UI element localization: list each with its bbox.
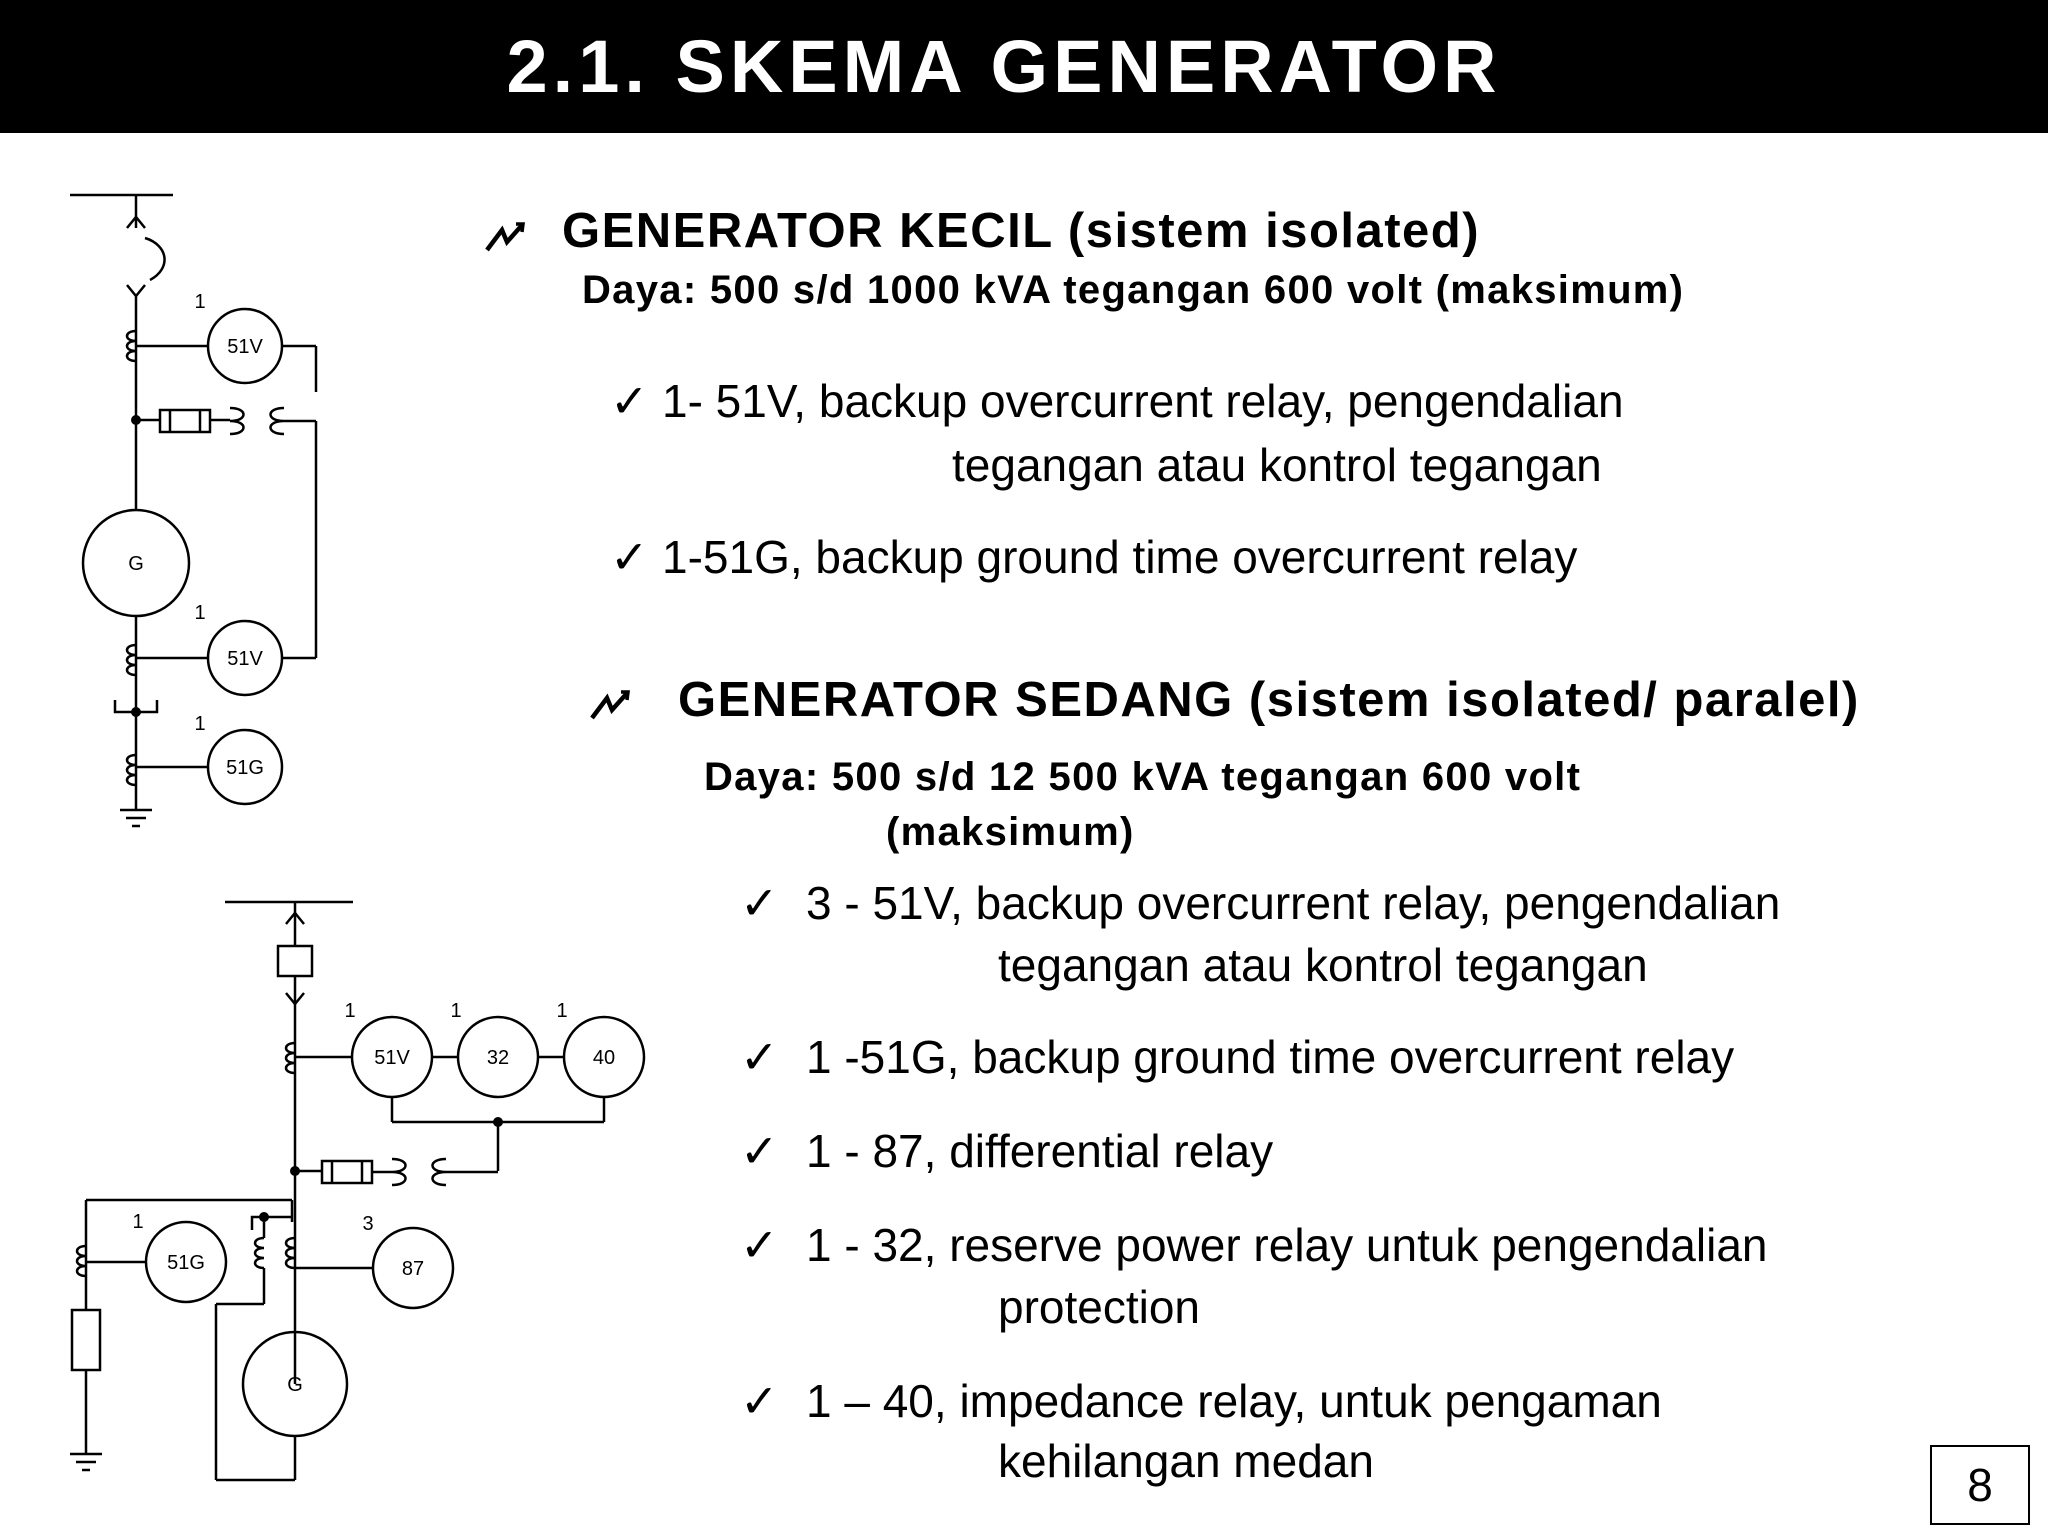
relay-label: 51G (167, 1252, 205, 1274)
relay-label: 51V (374, 1047, 410, 1069)
relay-qty: 1 (194, 602, 206, 624)
relay-label: 51G (226, 757, 264, 779)
page-title: 2.1. SKEMA GENERATOR (506, 25, 1502, 108)
list-item: ✓ 3 - 51V, backup overcurrent relay, pengendalian (740, 877, 1781, 929)
relay-qty: 1 (450, 1000, 462, 1022)
potential-transformer-icon (230, 408, 244, 434)
check-mark-icon: ✓ (610, 375, 649, 427)
page-number: 8 (1930, 1445, 2030, 1525)
relay-qty: 3 (362, 1213, 374, 1235)
lightning-bullet-icon (592, 692, 628, 718)
relay-qty: 1 (194, 713, 206, 735)
medium-generator-schematic (70, 902, 644, 1480)
list-item-continuation: tegangan atau kontrol tegangan (998, 939, 1648, 991)
generator-label: G (287, 1374, 303, 1396)
list-item: ✓ 1- 51V, backup overcurrent relay, pengendalian (610, 375, 1624, 427)
rating-medium-line2: (maksimum) (886, 810, 1135, 854)
list-item-continuation: tegangan atau kontrol tegangan (952, 439, 1602, 491)
relay-qty: 1 (556, 1000, 568, 1022)
fuse-icon (160, 410, 210, 432)
relay-qty: 1 (194, 291, 206, 313)
list-item: ✓ 1-51G, backup ground time overcurrent relay (610, 531, 1578, 583)
relay-qty: 1 (132, 1211, 144, 1233)
check-mark-icon: ✓ (610, 531, 649, 583)
generator-label: G (128, 553, 144, 575)
rating-medium-line1: Daya: 500 s/d 12 500 kVA tegangan 600 volt (704, 755, 1582, 799)
check-mark-icon: ✓ (740, 1031, 779, 1083)
list-item: ✓ 1 – 40, impedance relay, untuk pengaman (740, 1375, 1662, 1427)
relay-label: 32 (486, 1047, 510, 1069)
list-item: ✓ 1 - 32, reserve power relay untuk pengendalian (740, 1219, 1768, 1271)
small-generator-schematic (70, 195, 316, 826)
check-mark-icon: ✓ (740, 1375, 779, 1427)
relay-label: 40 (592, 1047, 616, 1069)
relay-label: 87 (401, 1258, 425, 1280)
list-item: ✓ 1 - 87, differential relay (740, 1125, 1274, 1177)
list-item-continuation: kehilangan medan (998, 1435, 1374, 1487)
list-item: ✓ 1 -51G, backup ground time overcurrent relay (740, 1031, 1735, 1083)
list-item-continuation: protection (998, 1281, 1201, 1333)
relay-qty: 1 (344, 1000, 356, 1022)
lightning-bullet-icon (487, 224, 523, 250)
check-mark-icon: ✓ (740, 877, 779, 929)
ground-icon (120, 810, 152, 826)
check-mark-icon: ✓ (740, 1219, 779, 1271)
circuit-breaker-icon (278, 946, 312, 976)
grounding-resistor-icon (72, 1310, 100, 1370)
section-heading-medium: GENERATOR SEDANG (sistem isolated/ paralel) (678, 673, 1860, 727)
relay-label: 51V (227, 336, 263, 358)
current-transformer-icon (127, 331, 136, 361)
rating-small: Daya: 500 s/d 1000 kVA tegangan 600 volt (maksimum) (582, 268, 1685, 312)
section-heading-small: GENERATOR KECIL (sistem isolated) (562, 204, 1481, 258)
relay-label: 51V (227, 648, 263, 670)
check-mark-icon: ✓ (740, 1125, 779, 1177)
